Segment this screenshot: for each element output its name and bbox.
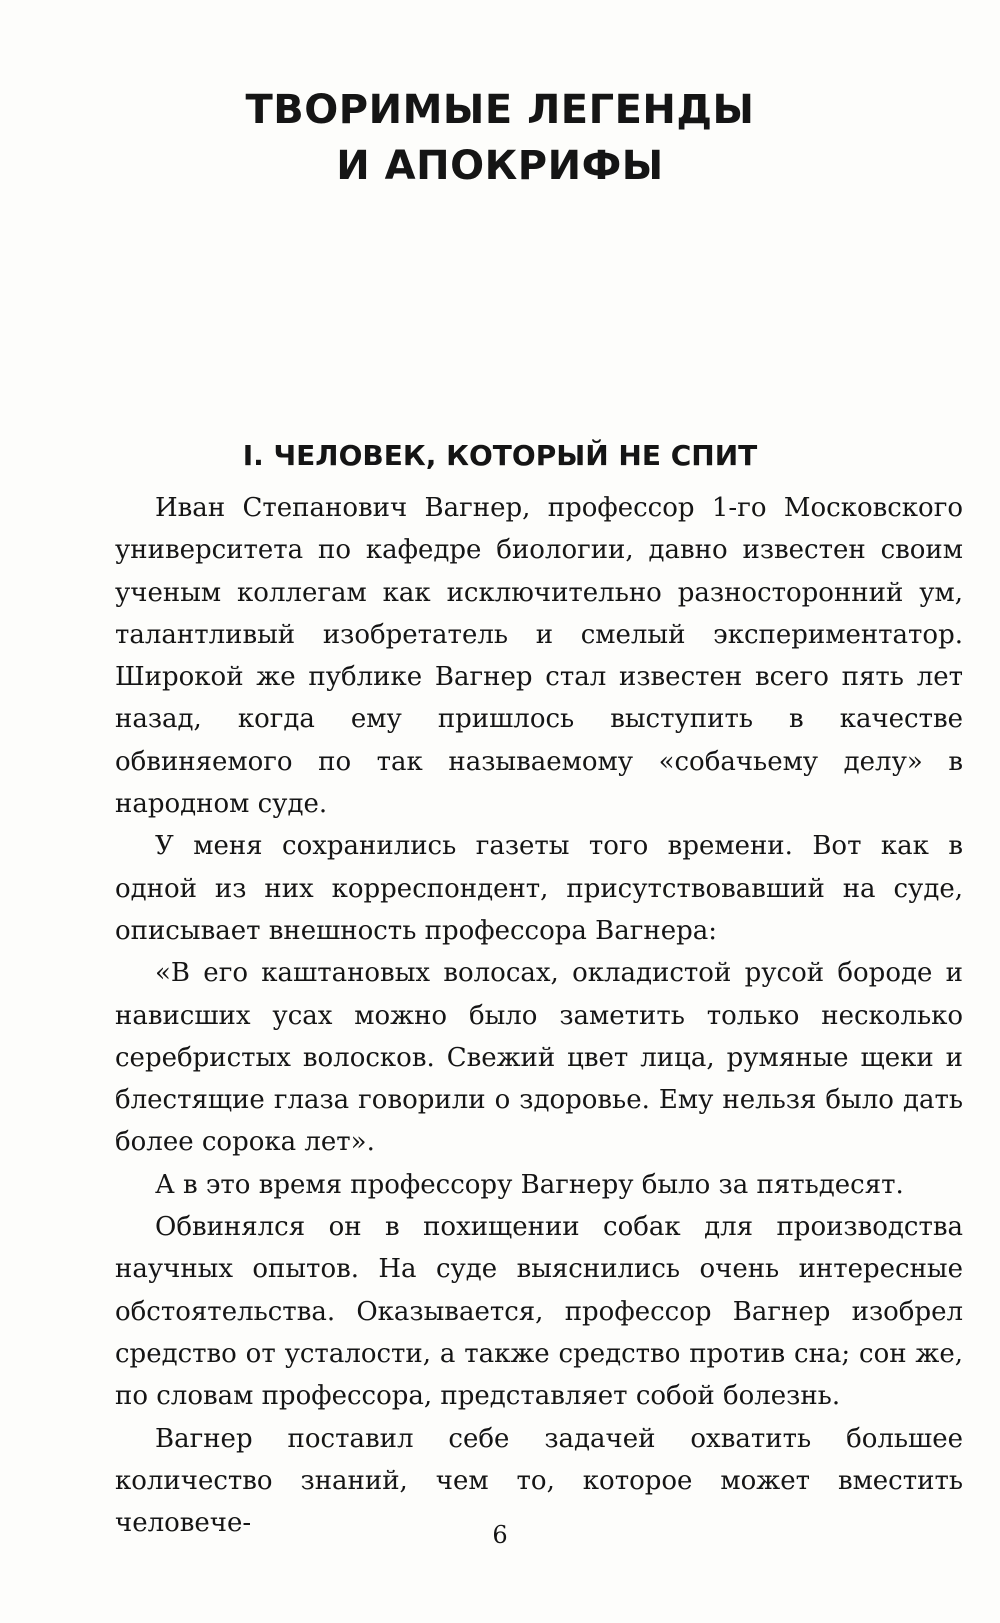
paragraph: «В его каштановых волосах, окладистой русой бороде и нависших усах можно было заметить только несколько серебристых волосков. Свежий цвет лица, румяные щеки и блестящие глаза говорили о здоровье. Ему нельзя было дать более сорока лет». <box>115 958 963 1158</box>
paragraph: У меня сохранились газеты того времени. Вот как в одной из них корреспондент, присутствовавший на суде, описывает внешность профессора Вагнера: <box>115 831 963 946</box>
page-title-line-2: И АПОКРИФЫ <box>336 143 664 189</box>
paragraph: Иван Степанович Вагнер, профессор 1-го Московского университета по кафедре биологии, давно известен своим ученым коллегам как исключительно разносторонний ум, талантливый изобретатель и смелый экспериментатор. Широкой же публике Вагнер стал известен всего пять лет назад, когда ему пришлось выступить в качестве обвиняемого по так называемому «собачьему делу» в народном суде. <box>115 493 963 820</box>
page-number: 6 <box>492 1521 508 1549</box>
paragraph: Обвинялся он в похищении собак для производства научных опытов. На суде выяснились очень интересные обстоятельства. Оказывается, профессор Вагнер изобрел средство от усталости, а также средство против сна; сон же, по словам профессора, представляет собой болезнь. <box>115 1212 963 1412</box>
paragraph: Вагнер поставил себе задачей охватить большее количество знаний, чем то, которое может вместить человече- <box>115 1423 963 1539</box>
body-text <box>115 487 963 1544</box>
page-title-line-1: ТВОРИМЫЕ ЛЕГЕНДЫ <box>245 87 755 133</box>
page-title <box>0 82 1000 194</box>
paragraph: А в это время профессору Вагнеру было за пятьдесят. <box>155 1169 904 1200</box>
chapter-heading: I. ЧЕЛОВЕК, КОТОРЫЙ НЕ СПИТ <box>242 439 758 472</box>
